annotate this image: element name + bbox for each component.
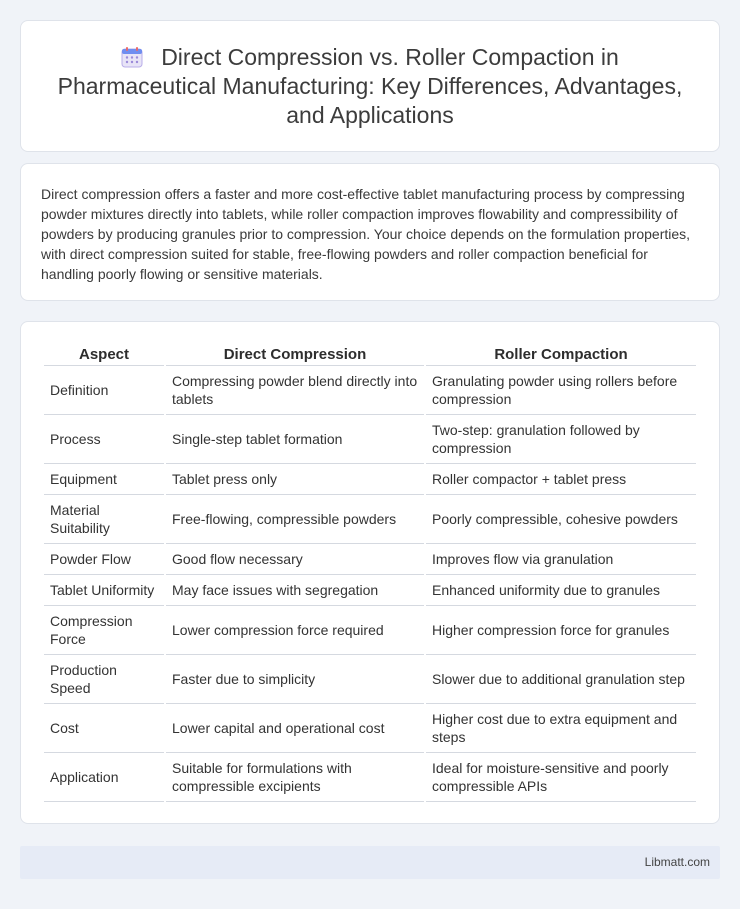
cell-roller-compaction: Higher cost due to extra equipment and steps: [426, 704, 696, 753]
cell-direct-compression: Single-step tablet formation: [166, 415, 424, 464]
cell-roller-compaction: Ideal for moisture-sensitive and poorly compressible APIs: [426, 753, 696, 802]
comparison-card: [20, 321, 720, 824]
table-row: [44, 655, 696, 704]
table-row: [44, 606, 696, 655]
table-row: [44, 704, 696, 753]
cell-roller-compaction: Roller compactor + tablet press: [426, 464, 696, 495]
cell-roller-compaction: Granulating powder using rollers before compression: [426, 366, 696, 415]
cell-roller-compaction: Slower due to additional granulation step: [426, 655, 696, 704]
intro-paragraph: Direct compression offers a faster and more cost-effective tablet manufacturing process by compressing powder mixtures directly into tablets, while roller compaction improves flowability and compressibility of powders by producing granules prior to compression. Your choice depends on the formulation properties, with direct compression suited for stable, free-flowing powders and roller compaction beneficial for handling poorly flowing or sensitive materials.: [41, 186, 691, 282]
cell-direct-compression: Compressing powder blend directly into tablets: [166, 366, 424, 415]
calendar-icon: [121, 46, 143, 68]
cell-aspect: Application: [44, 753, 164, 802]
title-card: [20, 20, 720, 152]
table-row: [44, 753, 696, 802]
cell-aspect: Cost: [44, 704, 164, 753]
cell-aspect: Process: [44, 415, 164, 464]
intro-card: [20, 163, 720, 301]
header-roller-compaction: Roller Compaction: [426, 342, 696, 366]
cell-direct-compression: Lower compression force required: [166, 606, 424, 655]
cell-direct-compression: Faster due to simplicity: [166, 655, 424, 704]
cell-roller-compaction: Poorly compressible, cohesive powders: [426, 495, 696, 544]
table-row: [44, 415, 696, 464]
cell-roller-compaction: Two-step: granulation followed by compression: [426, 415, 696, 464]
cell-direct-compression: Suitable for formulations with compressible excipients: [166, 753, 424, 802]
header-aspect: Aspect: [44, 342, 164, 366]
comparison-table: [42, 342, 698, 802]
cell-roller-compaction: Higher compression force for granules: [426, 606, 696, 655]
cell-roller-compaction: Enhanced uniformity due to granules: [426, 575, 696, 606]
cell-aspect: Production Speed: [44, 655, 164, 704]
header-direct-compression: Direct Compression: [166, 342, 424, 366]
table-row: [44, 544, 696, 575]
table-row: [44, 366, 696, 415]
table-row: [44, 464, 696, 495]
page-title: [41, 43, 699, 130]
cell-direct-compression: Lower capital and operational cost: [166, 704, 424, 753]
table-row: [44, 495, 696, 544]
cell-aspect: Definition: [44, 366, 164, 415]
cell-roller-compaction: Improves flow via granulation: [426, 544, 696, 575]
cell-aspect: Powder Flow: [44, 544, 164, 575]
cell-direct-compression: Good flow necessary: [166, 544, 424, 575]
cell-aspect: Tablet Uniformity: [44, 575, 164, 606]
cell-aspect: Material Suitability: [44, 495, 164, 544]
cell-aspect: Equipment: [44, 464, 164, 495]
cell-direct-compression: May face issues with segregation: [166, 575, 424, 606]
cell-direct-compression: Free-flowing, compressible powders: [166, 495, 424, 544]
table-header-row: [44, 342, 696, 366]
cell-direct-compression: Tablet press only: [166, 464, 424, 495]
footer: [20, 846, 720, 879]
footer-brand[interactable]: Libmatt.com: [644, 855, 710, 869]
table-row: [44, 575, 696, 606]
cell-aspect: Compression Force: [44, 606, 164, 655]
page-title-text: Direct Compression vs. Roller Compaction in Pharmaceutical Manufacturing: Key Differences, Advantages, and Applications: [57, 44, 683, 128]
